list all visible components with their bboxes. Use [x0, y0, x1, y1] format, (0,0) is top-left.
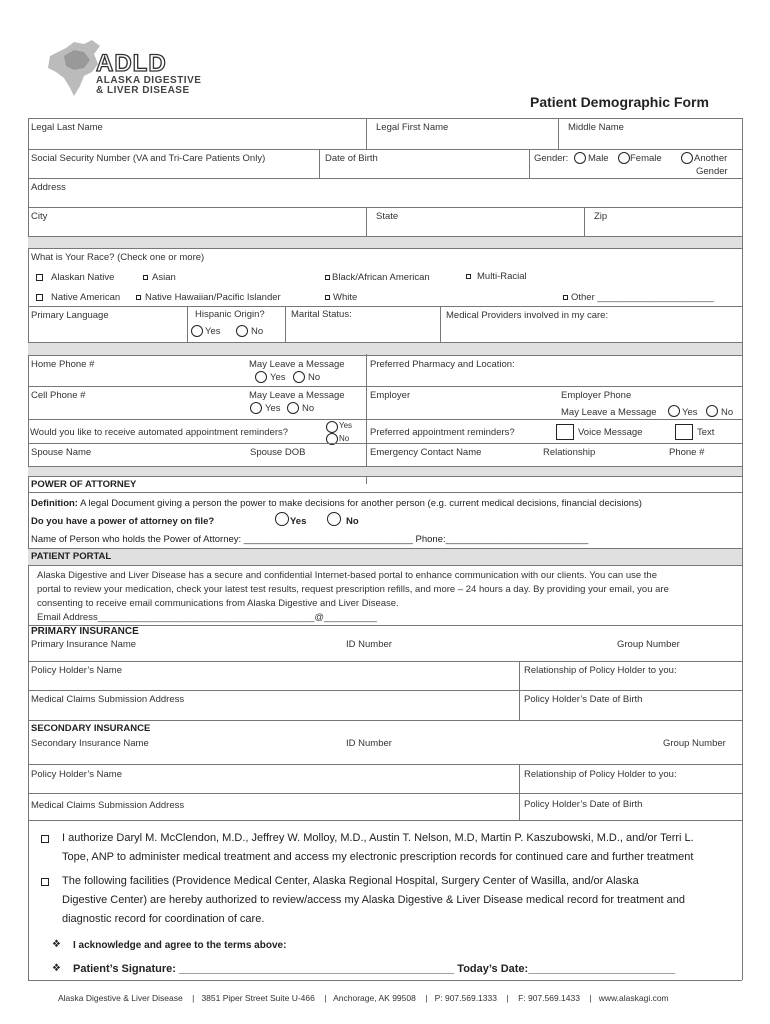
- gender-label: Gender:: [534, 153, 569, 164]
- primary-holder-dob-field[interactable]: Policy Holder’s Date of Birth: [524, 694, 643, 705]
- voice-message-label: Voice Message: [578, 427, 643, 438]
- poa-definition-label: Definition:: [31, 498, 78, 509]
- logo-line1: ALASKA DIGESTIVE: [96, 75, 202, 86]
- employer-msg-no-radio[interactable]: [706, 405, 718, 417]
- portal-line-2: portal to review your medication, check your latest test results, request prescription refills, and more – 24 hours a day. By providing your email, you are: [37, 584, 669, 595]
- cell-may-leave-label: May Leave a Message: [249, 390, 345, 401]
- gender-another-label: Another: [694, 153, 728, 164]
- portal-band: [28, 548, 742, 566]
- race-native-american-checkbox[interactable]: [36, 294, 43, 301]
- secondary-holder-relationship-field[interactable]: Relationship of Policy Holder to you:: [524, 769, 677, 780]
- poa-question: Do you have a power of attorney on file?: [31, 516, 215, 527]
- cell-phone-field[interactable]: Cell Phone #: [31, 390, 86, 401]
- home-phone-field[interactable]: Home Phone #: [31, 359, 95, 370]
- race-other-checkbox[interactable]: [563, 295, 568, 300]
- primary-id-field[interactable]: ID Number: [346, 639, 392, 650]
- address-field[interactable]: Address: [31, 182, 66, 193]
- employer-phone-field[interactable]: Employer Phone: [561, 390, 632, 401]
- divider-band-3: [28, 466, 742, 477]
- secondary-id-field[interactable]: ID Number: [346, 738, 392, 749]
- race-question: What is Your Race? (Check one or more): [31, 252, 205, 263]
- auth-facilities-line-1: The following facilities (Providence Medical Center, Alaska Regional Hospital, Surgery Center of Wasilla, and/or Alaska: [62, 875, 639, 887]
- text-label: Text: [697, 427, 715, 438]
- home-msg-no-label: No: [308, 372, 321, 383]
- poa-definition-text: A legal Document giving a person the power to make decisions for another person (e.g. current medical decisions, financial decisions): [77, 498, 642, 509]
- home-msg-yes-radio[interactable]: [255, 371, 267, 383]
- diamond-bullet-icon: ❖: [52, 939, 61, 950]
- cell-msg-no-radio[interactable]: [287, 402, 299, 414]
- race-white-label: White: [333, 292, 358, 303]
- secondary-insurance-header: SECONDARY INSURANCE: [31, 723, 151, 734]
- legal-first-name-field[interactable]: Legal First Name: [376, 122, 449, 133]
- poa-no-label: No: [346, 516, 359, 527]
- secondary-group-field[interactable]: Group Number: [663, 738, 726, 749]
- employer-field[interactable]: Employer: [370, 390, 411, 401]
- gender-female-radio[interactable]: [618, 152, 630, 164]
- ssn-field[interactable]: Social Security Number (VA and Tri-Care Patients Only): [31, 153, 266, 164]
- divider-band-1: [28, 236, 742, 249]
- auth-facilities-checkbox[interactable]: [41, 878, 49, 886]
- poa-no-radio[interactable]: [327, 512, 341, 526]
- secondary-claims-address-field[interactable]: Medical Claims Submission Address: [31, 800, 185, 811]
- acknowledge-text: I acknowledge and agree to the terms above:: [73, 940, 287, 951]
- preferred-reminders-label: Preferred appointment reminders?: [370, 427, 515, 438]
- home-msg-no-radio[interactable]: [293, 371, 305, 383]
- auth-facilities-line-2: Digestive Center) are hereby authorized to review/access my Alaska Digestive & Liver Disease medical record for treatment and: [62, 894, 685, 906]
- zip-field[interactable]: Zip: [594, 211, 608, 222]
- home-msg-yes-label: Yes: [270, 372, 286, 383]
- race-asian-label: Asian: [152, 272, 176, 283]
- auth-providers-checkbox[interactable]: [41, 835, 49, 843]
- primary-language-field[interactable]: Primary Language: [31, 310, 109, 321]
- dob-field[interactable]: Date of Birth: [325, 153, 378, 164]
- portal-header: PATIENT PORTAL: [31, 551, 112, 562]
- hispanic-yes-label: Yes: [205, 326, 221, 337]
- poa-name-line[interactable]: Name of Person who holds the Power of Attorney: ________________________________ Phone:___________________________: [31, 534, 589, 545]
- state-field[interactable]: State: [376, 211, 399, 222]
- employer-msg-no-label: No: [721, 407, 734, 418]
- gender-male-label: Male: [588, 153, 609, 164]
- gender-male-radio[interactable]: [574, 152, 586, 164]
- gender-another-radio[interactable]: [681, 152, 693, 164]
- middle-name-field[interactable]: Middle Name: [568, 122, 624, 133]
- portal-email-field[interactable]: Email Address_________________________________________@__________: [37, 612, 377, 623]
- form-title: Patient Demographic Form: [530, 94, 709, 110]
- signature-line[interactable]: Patient’s Signature: _____________________________________________ Today’s Date:________________________: [73, 963, 676, 975]
- auth-providers-line-2: Tope, ANP to administer medical treatment and access my electronic prescription records for continued care and further treatment: [62, 851, 694, 863]
- primary-group-field[interactable]: Group Number: [617, 639, 680, 650]
- race-multi-checkbox[interactable]: [466, 274, 471, 279]
- secondary-holder-dob-field[interactable]: Policy Holder’s Date of Birth: [524, 799, 643, 810]
- poa-yes-label: Yes: [290, 516, 307, 527]
- race-alaskan-label: Alaskan Native: [51, 272, 115, 283]
- race-black-checkbox[interactable]: [325, 275, 330, 280]
- portal-line-1: Alaska Digestive and Liver Disease has a secure and confidential Internet-based portal to enhance communication with our clients. You can use the: [37, 570, 657, 581]
- spouse-name-field[interactable]: Spouse Name: [31, 447, 92, 458]
- medical-providers-field[interactable]: Medical Providers involved in my care:: [446, 310, 609, 321]
- voice-message-checkbox[interactable]: [556, 424, 574, 440]
- gender-female-label: Female: [630, 153, 662, 164]
- race-multi-label: Multi-Racial: [477, 271, 527, 282]
- race-alaskan-checkbox[interactable]: [36, 274, 43, 281]
- reminders-yes-label: Yes: [339, 421, 353, 430]
- race-black-label: Black/African American: [332, 272, 430, 283]
- diamond-bullet-icon: ❖: [52, 963, 61, 974]
- legal-last-name-field[interactable]: Legal Last Name: [31, 122, 103, 133]
- marital-status-field[interactable]: Marital Status:: [291, 309, 352, 320]
- primary-claims-address-field[interactable]: Medical Claims Submission Address: [31, 694, 185, 705]
- auth-providers-line-1: I authorize Daryl M. McClendon, M.D., Jeffrey W. Molloy, M.D., Austin T. Nelson, M.D, Martin P. Kaszubowski, M.D., and/or Terri L.: [62, 832, 694, 844]
- race-hawaiian-label: Native Hawaiian/Pacific Islander: [145, 292, 281, 303]
- cell-msg-yes-radio[interactable]: [250, 402, 262, 414]
- poa-yes-radio[interactable]: [275, 512, 289, 526]
- auto-reminders-question: Would you like to receive automated appointment reminders?: [30, 427, 289, 438]
- footer-contact: Alaska Digestive & Liver Disease | 3851 Piper Street Suite U-466 | Anchorage, AK 99508 | P: 907.569.1333 | F: 907.569.1433 | www.alaskagi.com: [58, 993, 669, 1003]
- emergency-contact-field[interactable]: Emergency Contact Name: [370, 447, 482, 458]
- hispanic-yes-radio[interactable]: [191, 325, 203, 337]
- primary-insurance-header: PRIMARY INSURANCE: [31, 626, 139, 637]
- logo-abbr: ADLD: [96, 50, 167, 77]
- relationship-field[interactable]: Relationship: [543, 447, 596, 458]
- primary-holder-name-field[interactable]: Policy Holder’s Name: [31, 665, 122, 676]
- poa-definition: [31, 498, 642, 509]
- secondary-holder-name-field[interactable]: Policy Holder’s Name: [31, 769, 122, 780]
- reminders-yes-radio[interactable]: [326, 421, 338, 433]
- race-hawaiian-checkbox[interactable]: [136, 295, 141, 300]
- hispanic-origin-label: Hispanic Origin?: [195, 309, 265, 320]
- portal-line-3: consenting to receive email communications from Alaska Digestive and Liver Disease.: [37, 598, 399, 609]
- home-may-leave-label: May Leave a Message: [249, 359, 345, 370]
- auth-facilities-line-3: diagnostic record for coordination of care.: [62, 913, 265, 925]
- race-native-american-label: Native American: [51, 292, 121, 303]
- race-asian-checkbox[interactable]: [143, 275, 148, 280]
- race-white-checkbox[interactable]: [325, 295, 330, 300]
- reminders-no-label: No: [339, 434, 350, 443]
- divider-band-2: [28, 342, 742, 356]
- gender-another-label-2: Gender: [696, 166, 728, 177]
- logo-line2: & LIVER DISEASE: [96, 85, 190, 96]
- employer-msg-yes-label: Yes: [682, 407, 698, 418]
- race-other-label[interactable]: Other ______________________: [571, 292, 714, 303]
- pharmacy-field[interactable]: Preferred Pharmacy and Location:: [370, 359, 515, 370]
- text-checkbox[interactable]: [675, 424, 693, 440]
- primary-insurance-name-field[interactable]: Primary Insurance Name: [31, 639, 137, 650]
- poa-header: POWER OF ATTORNEY: [31, 479, 137, 490]
- spouse-dob-field[interactable]: Spouse DOB: [250, 447, 306, 458]
- emergency-phone-field[interactable]: Phone #: [669, 447, 705, 458]
- city-field[interactable]: City: [31, 211, 48, 222]
- primary-holder-relationship-field[interactable]: Relationship of Policy Holder to you:: [524, 665, 677, 676]
- secondary-insurance-name-field[interactable]: Secondary Insurance Name: [31, 738, 149, 749]
- hispanic-no-label: No: [251, 326, 264, 337]
- hispanic-no-radio[interactable]: [236, 325, 248, 337]
- cell-msg-no-label: No: [302, 403, 315, 414]
- employer-msg-yes-radio[interactable]: [668, 405, 680, 417]
- cell-msg-yes-label: Yes: [265, 403, 281, 414]
- employer-may-leave-label: May Leave a Message: [561, 407, 657, 418]
